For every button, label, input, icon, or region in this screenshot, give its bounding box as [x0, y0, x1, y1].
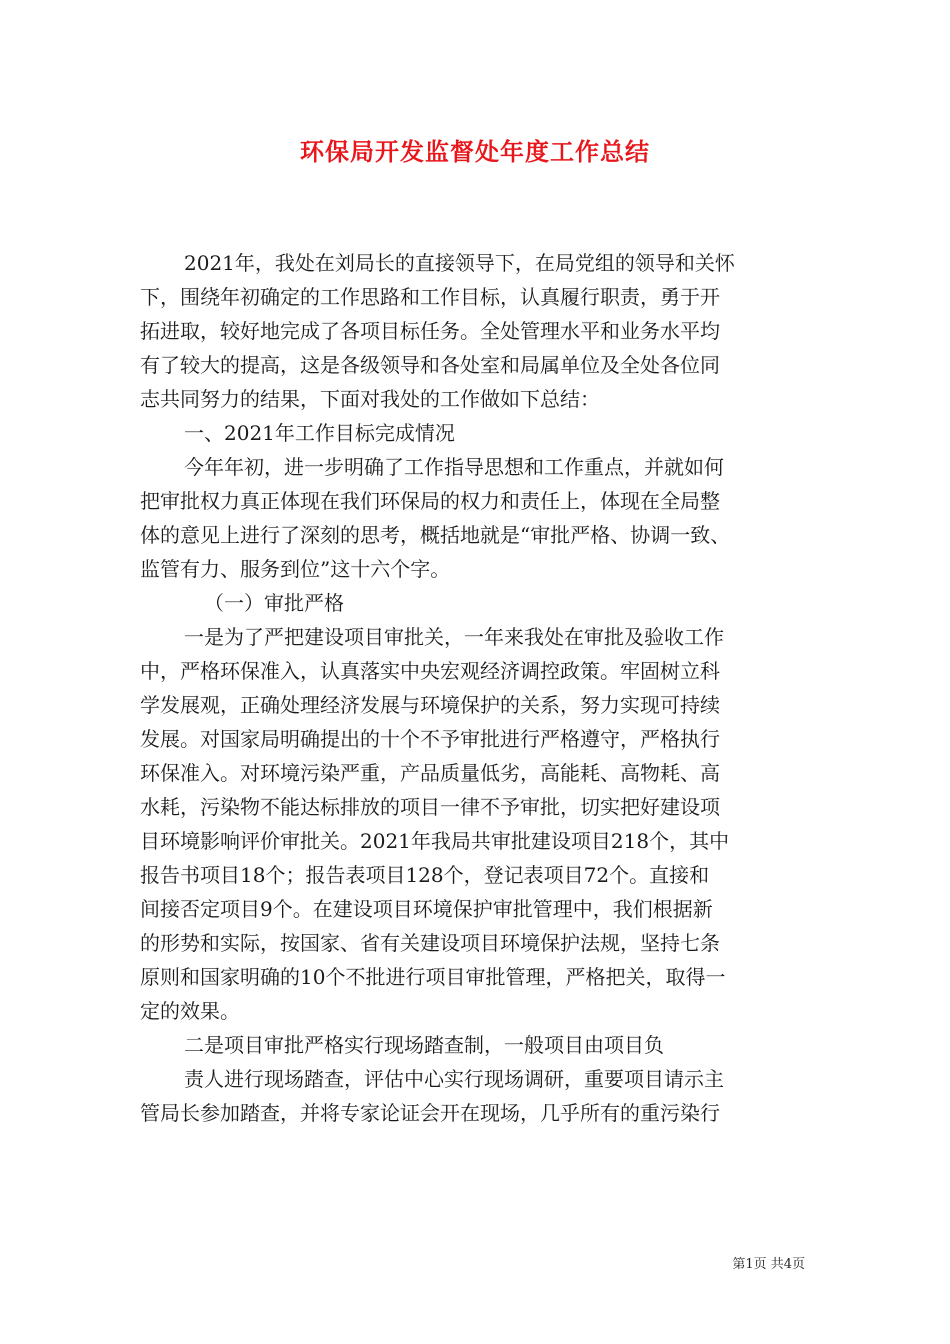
paragraph-line: 学发展观，正确处理经济发展与环境保护的关系，努力实现可持续	[140, 693, 720, 717]
paragraph-line: 定的效果。	[140, 999, 240, 1023]
paragraph-line: 下，围绕年初确定的工作思路和工作目标，认真履行职责，勇于开	[140, 285, 720, 309]
paragraph-line: 2021年，我处在刘局长的直接领导下，在局党组的领导和关怀	[184, 251, 735, 275]
paragraph-line: 监管有力、服务到位”这十六个字。	[140, 557, 451, 581]
document-body	[140, 246, 812, 1130]
paragraph-line: 水耗，污染物不能达标排放的项目一律不予审批，切实把好建设项	[140, 795, 720, 819]
paragraph-line: 责人进行现场踏查，评估中心实行现场调研，重要项目请示主	[184, 1067, 724, 1091]
document-title: 环保局开发监督处年度工作总结	[300, 138, 650, 166]
paragraph-line: 发展。对国家局明确提出的十个不予审批进行严格遵守，严格执行	[140, 727, 720, 751]
paragraph-line: 管局长参加踏查，并将专家论证会开在现场，几乎所有的重污染行	[140, 1101, 720, 1125]
paragraph-line: 原则和国家明确的10个不批进行项目审批管理，严格把关，取得一	[140, 965, 726, 989]
paragraph-line: 间接否定项目9个。在建设项目环境保护审批管理中，我们根据新	[140, 897, 713, 921]
paragraph-line: 体的意见上进行了深刻的思考，概括地就是“审批严格、协调一致、	[140, 523, 731, 547]
paragraph-line: 目环境影响评价审批关。2021年我局共审批建设项目218个，其中	[140, 829, 730, 853]
page-number: 第1页 共4页	[732, 1257, 805, 1272]
paragraph-line: 今年年初，进一步明确了工作指导思想和工作重点，并就如何	[184, 455, 724, 479]
subsection-heading: （一）审批严格	[204, 591, 344, 615]
paragraph-line: 报告书项目18个；报告表项目128个，登记表项目72个。直接和	[140, 863, 710, 887]
paragraph-line: 中，严格环保准入，认真落实中央宏观经济调控政策。牢固树立科	[140, 659, 720, 683]
paragraph-line: 环保准入。对环境污染严重，产品质量低劣，高能耗、高物耗、高	[140, 761, 720, 785]
paragraph-line: 二是项目审批严格实行现场踏查制，一般项目由项目负	[184, 1033, 664, 1057]
paragraph-line: 拓进取，较好地完成了各项目标任务。全处管理水平和业务水平均	[140, 319, 720, 343]
paragraph-line: 志共同努力的结果，下面对我处的工作做如下总结：	[140, 387, 600, 411]
paragraph-line: 的形势和实际，按国家、省有关建设项目环境保护法规，坚持七条	[140, 931, 720, 955]
paragraph-line: 有了较大的提高，这是各级领导和各处室和局属单位及全处各位同	[140, 353, 720, 377]
paragraph-line: 把审批权力真正体现在我们环保局的权力和责任上，体现在全局整	[140, 489, 720, 513]
paragraph-line: 一是为了严把建设项目审批关，一年来我处在审批及验收工作	[184, 625, 724, 649]
section-heading: 一、2021年工作目标完成情况	[184, 421, 455, 445]
